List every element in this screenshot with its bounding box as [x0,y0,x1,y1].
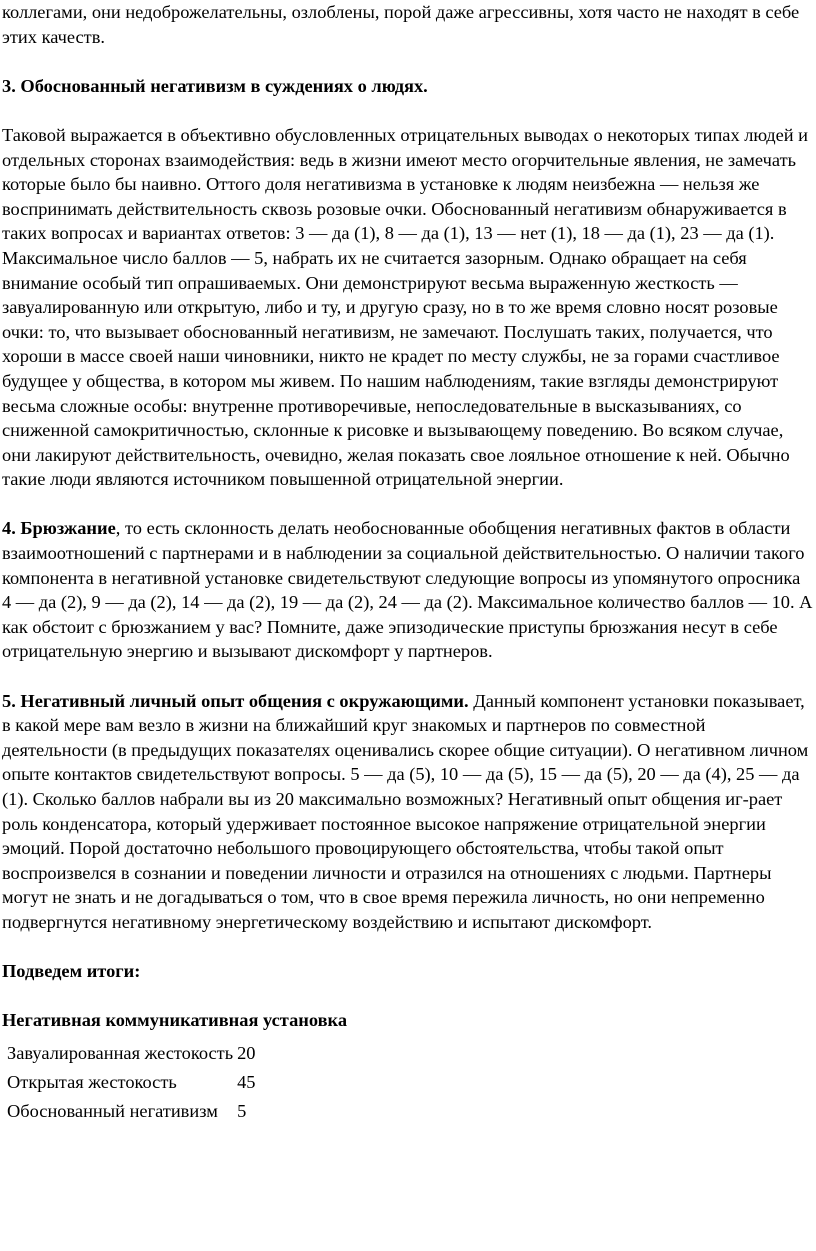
section-5-body: Данный компонент установки показывает, в какой мере вам везло в жизни на ближайший круг знакомых и партнеров по совместной деятельности (в предыдущих показателях оценивались скорее общие ситуации). О негативном личном опыте контактов свидетельствуют вопросы. 5 — да (5), 10 — да (5), 15 — да (5), 20 — да (4), 25 — да (1). Сколько баллов набрали вы из 20 максимально возможных? Негативный опыт общения иг-рает роль конденсатора, который удерживает постоянное высокое напряжение отрицательной энергии эмоций. Порой достаточно небольшого провоцирующего обстоятельства, чтобы такой опыт воспроизвелся в сознании и поведении личности и отразился на отношениях с людьми. Партнеры могут не знать и не догадываться о том, что в свое время пережила личность, но они непременно подвергнутся негативному энергетическому воздействию и испытают дискомфорт. [2,690,809,932]
summary-subheading [2,1008,814,1033]
table-cell-label: Завуалированная жестокость [7,1043,234,1064]
spacer [2,664,814,689]
section-4-body: , то есть склонность делать необоснованные обобщения негативных фактов в области взаимоотношений с партнерами и в наблюдении за социальной действительностью. О наличии такого компонента в негативной установке свидетельствуют следующие вопросы из упомянутого опросника 4 — да (2), 9 — да (2), 14 — да (2), 19 — да (2), 24 — да (2). Максимальное количество баллов — 10. А как обстоит с брюзжанием у вас? Помните, даже эпизодические приступы брюзжания несут в себе отрицательную энергию и вызывают дискомфорт у партнеров. [2,518,813,662]
spacer [2,935,814,960]
table-row [3,1039,260,1068]
table-cell-label: Обоснованный негативизм [7,1101,218,1122]
section-3-body: Таковой выражается в объективно обусловленных отрицательных выводах о некоторых типах людей и отдельных сторонах взаимодействия: ведь в жизни имеют место огорчительные явления, не замечать которые было бы наивно. Оттого доля негативизма в установке к людям неизбежна — нельзя же воспринимать действительность сквозь розовые очки. Обоснованный негативизм обнаруживается в таких вопросах и вариантах ответов: 3 — да (1), 8 — да (1), 13 — нет (1), 18 — да (1), 23 — да (1). Максимальное число баллов — 5, набрать их не считается зазорным. Однако обращает на себя внимание особый тип опрашиваемых. Они демонстрируют весьма выраженную жесткость — завуалированную или открытую, либо и ту, и другую сразу, но в то же время словно носят розовые очки: то, что вызывает обоснованный негативизм, не замечают. Послушать таких, получается, что хороши в массе своей наши чиновники, никто не крадет по месту службы, не за горами счастливое будущее у общества, в котором мы живем. По нашим наблюдениям, такие взгляды демонстрируют весьма сложные особы: внутренне противоречивые, непоследовательные в высказываниях, со сниженной самокритичностью, склонные к рисовке и вызывающему поведению. Во всяком случае, они лакируют действительность, очевидно, желая показать свое лояльное отношение к ней. Обычно такие люди являются источником повышенной отрицательной энергии. [2,124,809,490]
section-5-paragraph [2,689,814,935]
summary-heading-text: Подведем итоги: [2,961,141,982]
table-cell-label: Открытая жестокость [7,1072,177,1093]
table-cell-value: 20 [237,1043,256,1064]
table-cell-value: 5 [237,1101,247,1122]
spacer [2,492,814,517]
intro-paragraph: коллегами, они недоброжелательны, озлоблены, порой даже агрессивны, хотя часто не находят в себе этих качеств. [2,2,800,47]
summary-heading [2,959,814,984]
summary-subheading-text: Негативная коммуникативная установка [2,1010,348,1031]
section-3-heading-text: 3. Обоснованный негативизм в суждениях о людях. [2,75,428,96]
table-cell-value: 45 [237,1072,256,1093]
table-row [3,1068,260,1097]
spacer [2,984,814,1009]
section-4-paragraph [2,516,814,664]
spacer [2,98,814,123]
summary-table [3,1039,260,1126]
table-row [3,1097,260,1126]
section-4-heading: 4. Брюзжание [2,518,116,539]
spacer [2,49,814,74]
section-3-heading [2,74,814,99]
section-5-heading: 5. Негативный личный опыт общения с окружающими. [2,690,469,711]
